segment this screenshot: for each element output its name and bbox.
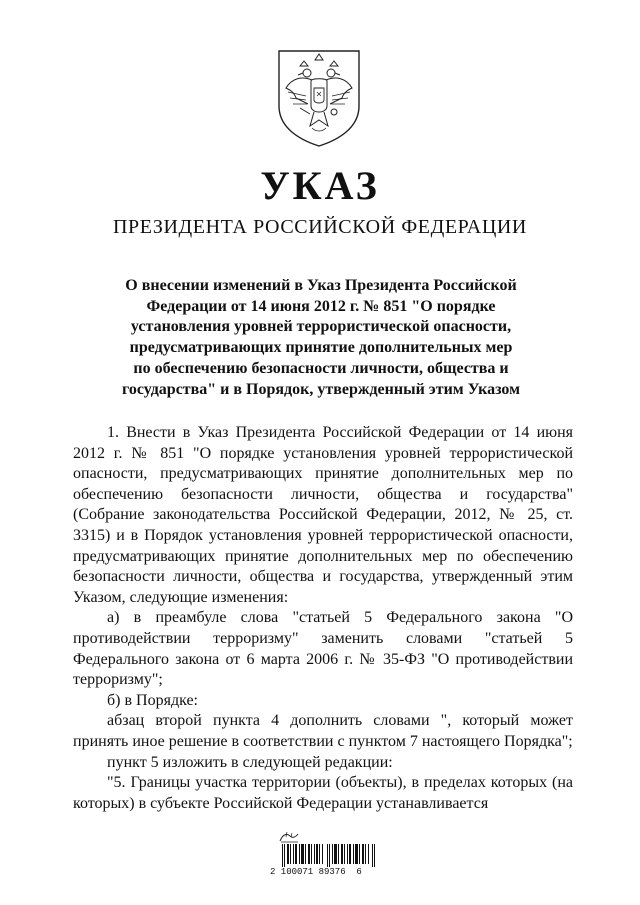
russian-coat-of-arms-icon (276, 48, 362, 148)
paragraph-b-item-1: абзац второй пункта 4 дополнить словами ", который может принять иное решение в соответствии с пунктом 7 настоящего Порядка"; (73, 712, 573, 750)
decree-issuer: ПРЕЗИДЕНТА РОССИЙСКОЙ ФЕДЕРАЦИИ (113, 216, 527, 238)
barcode-number: 2 100071 89376 6 (270, 867, 362, 877)
paragraph-b-item-2: пункт 5 изложить в следующей редакции: (107, 753, 393, 771)
decree-heading: О внесении изменений в Указ Президента Российской Федерации от 14 июня 2012 г. № 851 "О порядке установления уровней террористической опасности, предусматривающих принятие дополнительных мер по обеспечению безопасности личности, общества и государства" и в Порядок, утвержденный этим Указом (121, 277, 521, 398)
barcode-icon (282, 844, 376, 867)
paragraph-point-5: "5. Границы участка территории (объекты), в пределах которых (на которых) в субъекте Российской Федерации устанавливается (73, 774, 573, 812)
paragraph-b: б) в Порядке: (107, 691, 198, 709)
paragraph-a: а) в преамбуле слова "статьей 5 Федерального закона "О противодействии терроризму" заменить словами "статьей 5 Федерального закона от 6 марта 2006 г. № 35-ФЗ "О противодействии терроризму"; (73, 609, 573, 689)
barcode-logo-mark-icon (278, 830, 300, 844)
decree-body (73, 423, 573, 814)
decree-title: УКАЗ (260, 163, 380, 208)
paragraph-1: 1. Внести в Указ Президента Российской Федерации от 14 июня 2012 г. № 851 "О порядке установления уровней террористической опасности, предусматривающих принятие дополнительных мер по обеспечению безопасности личности, общества и государства" (Собрание законодательства Российской Федерации, 2012, № 25, ст. 3315) и в Порядок установления уровней террористической опасности, предусматривающих принятие дополнительных мер по обеспечению безопасности личности, общества и государства, утвержденный этим Указом, следующие изменения: (73, 424, 573, 606)
